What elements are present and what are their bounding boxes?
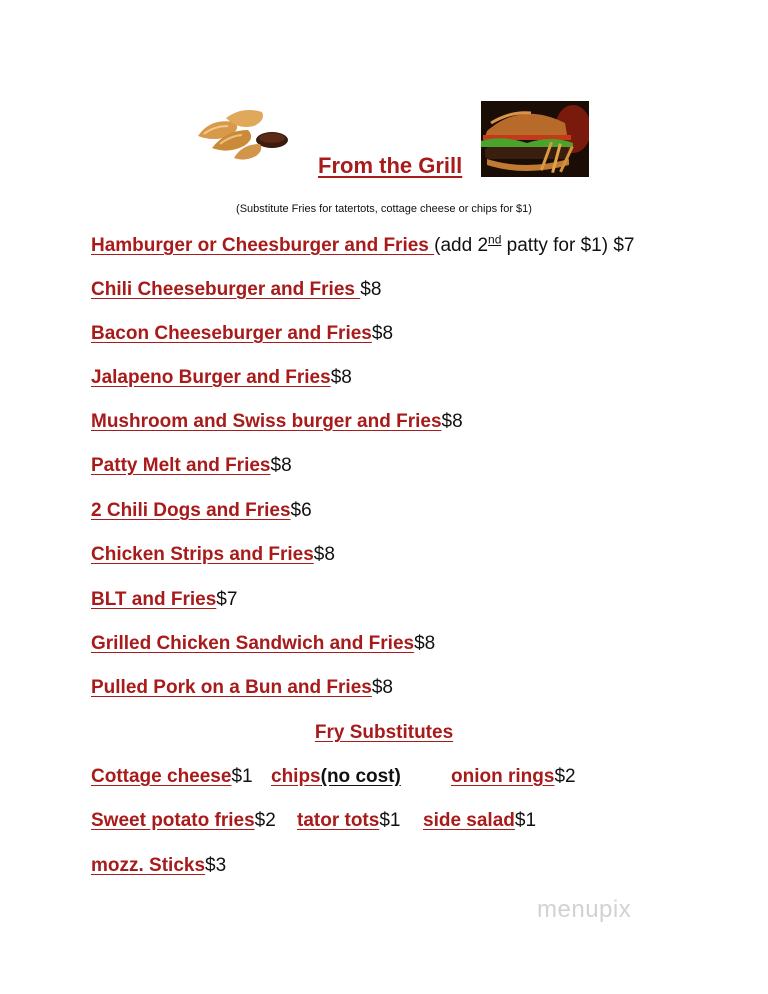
item-price: $6 — [290, 500, 312, 521]
item-price: $8 — [371, 323, 394, 344]
sub-name: side salad — [423, 810, 515, 831]
item-note-sup: nd — [488, 232, 502, 247]
substitutes-row-1 — [91, 766, 253, 788]
menu-item-grilled-chicken — [91, 633, 435, 655]
sub-name: Sweet potato fries — [91, 810, 255, 831]
item-price: $8 — [371, 677, 393, 698]
menu-item-mushroom-swiss — [91, 411, 463, 433]
substitutes-row-2-salad — [423, 810, 536, 832]
menu-item-patty-melt — [91, 455, 292, 477]
sub-name: chips — [271, 766, 321, 787]
fry-substitutes-heading: Fry Substitutes — [314, 722, 454, 743]
item-note-pre: (add 2 — [434, 235, 489, 256]
item-price: $8 — [270, 455, 292, 476]
sub-price: $2 — [554, 766, 576, 787]
page-title: From the Grill — [318, 153, 463, 178]
menu-item-chili-cheeseburger — [91, 279, 381, 301]
item-name: Hamburger or Cheesburger and Fries — [91, 235, 435, 256]
item-price: $8 — [360, 279, 382, 300]
item-name: 2 Chili Dogs and Fries — [91, 500, 291, 521]
chicken-tenders-image — [190, 100, 295, 162]
menupix-watermark: menupix — [537, 896, 632, 923]
menu-item-chili-dogs — [91, 500, 312, 522]
item-name: Chili Cheeseburger and Fries — [91, 279, 361, 300]
item-name: BLT and Fries — [91, 589, 217, 610]
burger-image — [481, 101, 589, 177]
sub-price: $1 — [379, 810, 401, 831]
sub-name: Cottage cheese — [91, 766, 232, 787]
sub-name: mozz. Sticks — [91, 855, 206, 876]
item-name: Bacon Cheeseburger and Fries — [91, 323, 372, 344]
item-price: $8 — [313, 544, 335, 565]
item-name: Jalapeno Burger and Fries — [91, 367, 331, 388]
menu-item-hamburger — [91, 232, 635, 257]
menu-item-chicken-strips — [91, 544, 335, 566]
menu-item-pulled-pork — [91, 677, 393, 699]
substitutes-row-2-tots — [297, 810, 400, 832]
sub-price: $1 — [231, 766, 253, 787]
sub-price: (no cost) — [320, 766, 401, 787]
menu-item-blt — [91, 589, 237, 611]
item-price: $7 — [216, 589, 238, 610]
item-name: Patty Melt and Fries — [91, 455, 271, 476]
substitutes-row-1-chips — [271, 766, 401, 788]
sub-name: tator tots — [297, 810, 380, 831]
item-price: $8 — [441, 411, 463, 432]
item-name: Pulled Pork on a Bun and Fries — [91, 677, 372, 698]
substitutes-row-3 — [91, 855, 226, 877]
substitutes-row-1-onion — [451, 766, 576, 788]
item-name: Mushroom and Swiss burger and Fries — [91, 411, 442, 432]
item-name: Chicken Strips and Fries — [91, 544, 314, 565]
substitutes-row-2 — [91, 810, 276, 832]
item-price: $8 — [330, 367, 352, 388]
sub-price: $1 — [514, 810, 537, 831]
sub-name: onion rings — [451, 766, 555, 787]
item-note-post: patty for $1) $7 — [501, 235, 635, 256]
sub-price: $3 — [205, 855, 227, 876]
item-price: $8 — [414, 633, 436, 654]
menu-item-jalapeno-burger — [91, 367, 352, 389]
menu-item-bacon-cheeseburger — [91, 323, 393, 345]
substitution-note: (Substitute Fries for tatertots, cottage cheese or chips for $1) — [236, 203, 532, 215]
sub-price: $2 — [254, 810, 276, 831]
item-name: Grilled Chicken Sandwich and Fries — [91, 633, 415, 654]
